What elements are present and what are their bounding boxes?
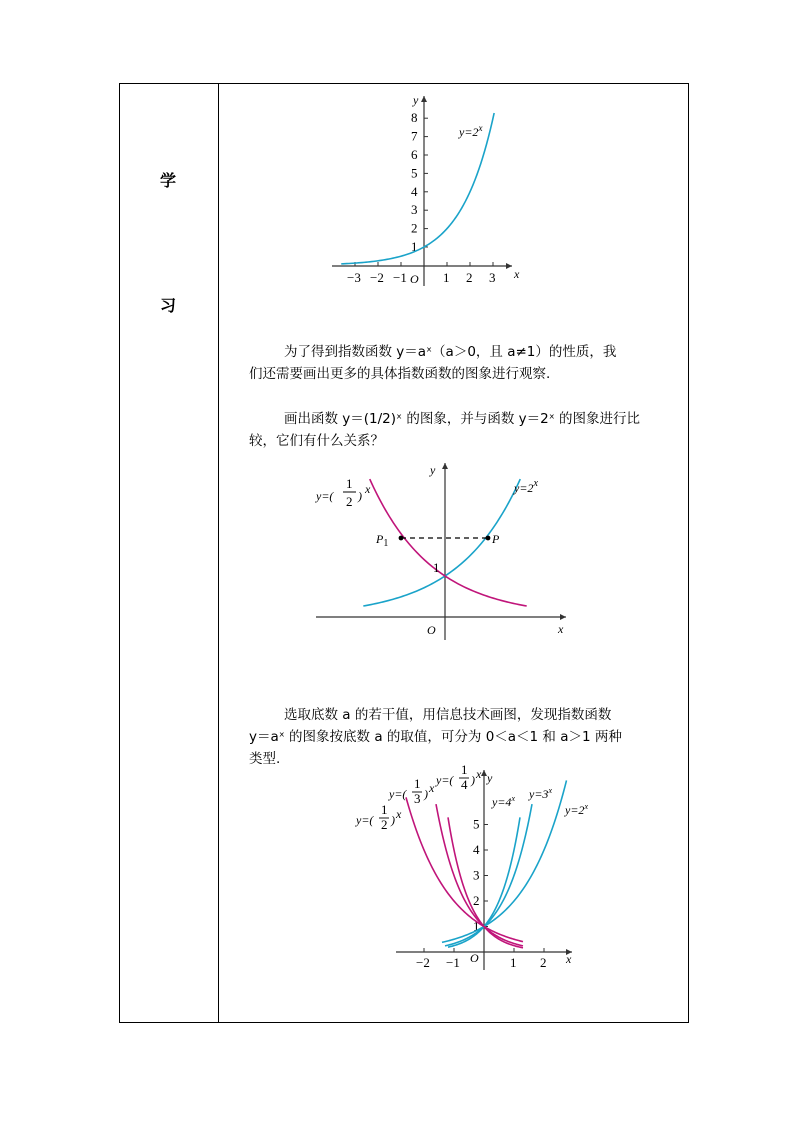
fig1-y-tick-label: 8: [411, 110, 418, 126]
fig1-x-tick-label: −1: [393, 270, 407, 285]
fig1-y-tick-label: 5: [411, 165, 418, 181]
label-3x: $y=3^x$: [529, 786, 552, 801]
left-label-post: ): [358, 489, 362, 503]
quarter-num: 1: [461, 762, 468, 777]
left-label-num: 1: [346, 476, 353, 491]
third-pre: y=(: [389, 787, 407, 801]
side-label-xi: 习: [160, 296, 177, 315]
quarter-close: ): [471, 773, 475, 787]
left-label-exp: x: [365, 482, 371, 496]
fig3-y-tick-label: 3: [473, 867, 480, 883]
fig3-x-tick-label: 2: [540, 955, 547, 970]
paragraph-task-line2: 较，它们有什么关系？: [249, 433, 384, 449]
fig3-y-tick-label: 5: [473, 816, 480, 832]
label-third-x: [388, 776, 435, 806]
half-exp: x: [396, 807, 402, 821]
label-p1: $P_1$: [376, 532, 389, 549]
fig1-x-tick-label: 2: [466, 270, 473, 285]
half-num: 1: [381, 802, 388, 817]
quarter-exp: x: [476, 767, 482, 781]
label-4x: $y=4^x$: [492, 794, 515, 809]
fig2-x-label: x: [558, 622, 564, 636]
fig3-origin: O: [470, 951, 479, 965]
fig2-origin: O: [427, 623, 436, 637]
fig1-origin: O: [410, 272, 419, 286]
label-2x: $y=2^x$: [565, 802, 588, 817]
fig3-y-tick-label: 1: [473, 918, 480, 934]
label-one: 1: [433, 560, 440, 575]
fig1-y-tick-label: 7: [411, 128, 418, 144]
fig1-y-label: y: [413, 93, 419, 107]
fig1-x-tick-label: 1: [443, 270, 450, 285]
quarter-pre: y=(: [436, 773, 454, 787]
paragraph-types-line1: 选取底数 a 的若干值，用信息技术画图，发现指数函数: [284, 707, 612, 723]
fig1-x-tick-label: −3: [347, 270, 361, 285]
quarter-den: 4: [461, 777, 468, 792]
fig1-x-tick-label: −2: [370, 270, 384, 285]
fig1-y-tick-label: 2: [411, 220, 418, 236]
fig2-y-label: y: [430, 463, 436, 477]
paragraph-intro-line1: 为了得到指数函数 y＝aˣ（a＞0，且 a≠1）的性质，我: [284, 344, 617, 360]
fig1-y-tick-label: 1: [411, 239, 418, 254]
fig3-x-tick-label: −2: [416, 955, 430, 970]
fig3-y-tick-label: 2: [473, 893, 480, 908]
fig1-x-tick-label: 3: [489, 270, 496, 285]
fig1-y-tick-label: 6: [411, 147, 418, 162]
label-half-x: [355, 802, 402, 832]
side-label-xue: 学: [160, 171, 177, 190]
fig3-x-label: x: [566, 952, 572, 966]
half-close: ): [391, 813, 395, 827]
third-close: ): [424, 787, 428, 801]
paragraph-task-line1: 画出函数 y＝(1/2)ˣ 的图象，并与函数 y＝2ˣ 的图象进行比: [284, 411, 640, 427]
label-quarter-x: [435, 762, 482, 792]
fig3-y-label: y: [487, 771, 493, 785]
half-pre: y=(: [356, 813, 374, 827]
third-den: 3: [414, 791, 421, 806]
fig1-y-tick-label: 4: [411, 183, 418, 199]
third-num: 1: [414, 776, 421, 791]
fig1-y-tick-label: 3: [411, 202, 418, 218]
fig1-x-label: x: [514, 267, 520, 281]
left-label-den: 2: [346, 494, 353, 509]
fig3-x-tick-label: −1: [446, 955, 460, 970]
fig2-right-label: $y=2^x$: [514, 478, 538, 495]
fig3-y-tick-label: 4: [473, 842, 480, 857]
fig3-x-tick-label: 1: [510, 955, 517, 970]
left-label-pre: y=(: [316, 489, 334, 503]
label-p: P: [492, 532, 500, 546]
fig1-curve-label: $y=2^x$: [459, 123, 483, 139]
paragraph-intro-line2: 们还需要画出更多的具体指数函数的图象进行观察.: [249, 366, 551, 382]
curve-half-x: [406, 797, 523, 941]
paragraph-types-line2: y＝aˣ 的图象按底数 a 的取值，可分为 0＜a＜1 和 a＞1 两种: [249, 729, 622, 745]
paragraph-types-line3: 类型.: [249, 751, 281, 767]
third-exp: x: [429, 781, 435, 795]
half-den: 2: [381, 817, 388, 832]
